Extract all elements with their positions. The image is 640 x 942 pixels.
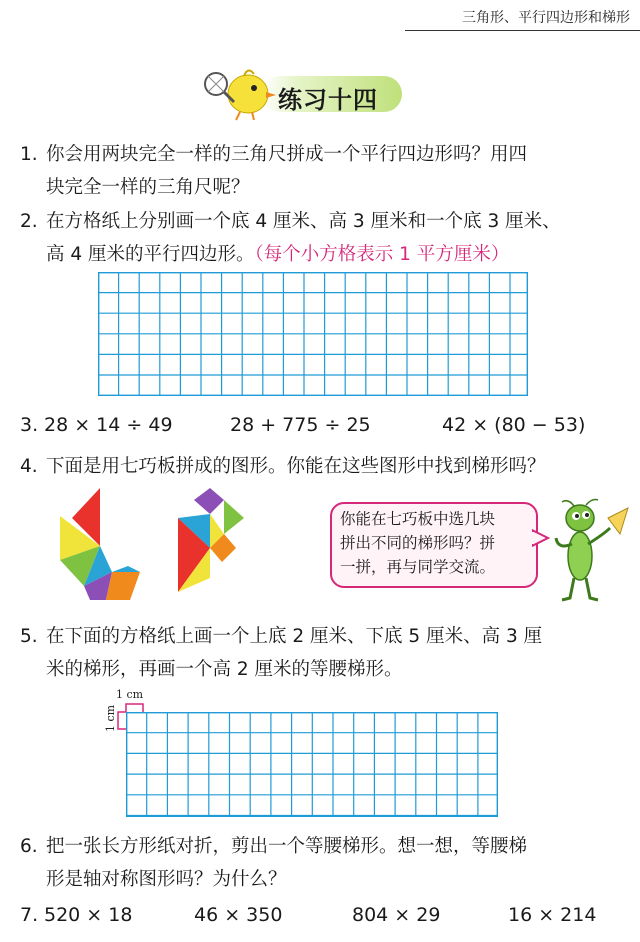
chapter-title: 三角形、平行四边形和梯形 — [462, 10, 630, 26]
question-6 — [20, 830, 527, 896]
question-number: 7. — [20, 904, 39, 926]
calc-item: 804 × 29 — [352, 904, 441, 926]
unit-label-horizontal: 1 cm — [116, 688, 144, 701]
calc-item: 46 × 350 — [194, 904, 283, 926]
chick-mascot-icon — [196, 62, 278, 122]
question-text: 你会用两块完全一样的三角尺拼成一个平行四边形吗？用四 — [46, 144, 528, 165]
bubble-line: 一拼，再与同学交流。 — [340, 558, 496, 576]
question-4 — [20, 450, 546, 483]
square-grid-paper — [98, 272, 528, 396]
bubble-text — [340, 507, 530, 579]
question-number: 2. — [20, 211, 38, 232]
calc-item: 28 × 14 ÷ 49 — [44, 414, 173, 436]
question-1 — [20, 138, 527, 204]
question-number: 6. — [20, 836, 38, 857]
calc-item: 520 × 18 — [44, 904, 133, 926]
page-title: 练习十四 — [278, 86, 378, 114]
calc-item: 16 × 214 — [508, 904, 597, 926]
question-number: 3. — [20, 414, 39, 436]
question-text: 下面是用七巧板拼成的图形。你能在这些图形中找到梯形吗？ — [46, 456, 546, 477]
calc-item: 42 × (80 − 53) — [442, 414, 586, 436]
question-text: 在下面的方格纸上画一个上底 2 厘米、下底 5 厘米、高 3 厘 — [46, 626, 543, 647]
calc-item: 28 + 775 ÷ 25 — [230, 414, 371, 436]
bubble-line: 你能在七巧板中选几块 — [340, 510, 496, 528]
question-2 — [20, 205, 561, 271]
question-text: 在方格纸上分别画一个底 4 厘米、高 3 厘米和一个底 3 厘米、 — [46, 211, 561, 232]
question-7 — [20, 904, 620, 930]
question-3 — [20, 414, 620, 440]
chapter-header — [405, 0, 640, 31]
question-text: 把一张长方形纸对折，剪出一个等腰梯形。想一想，等腰梯 — [46, 836, 528, 857]
grid-hint: （每个小方格表示 1 平方厘米） — [254, 244, 510, 265]
question-text: 高 4 厘米的平行四边形。 — [46, 244, 255, 265]
question-number: 5. — [20, 626, 38, 647]
bubble-line: 拼出不同的梯形吗？拼 — [340, 534, 496, 552]
square-grid-paper-2 — [126, 712, 498, 817]
question-number: 1. — [20, 144, 38, 165]
tangram-figures-illustration — [60, 488, 250, 600]
question-number: 4. — [20, 456, 38, 477]
question-5 — [20, 620, 542, 686]
question-text: 形是轴对称图形吗？为什么？ — [46, 869, 287, 890]
grasshopper-mascot-icon — [548, 498, 638, 602]
question-text: 米的梯形，再画一个高 2 厘米的等腰梯形。 — [46, 659, 403, 680]
unit-label-vertical: 1 cm — [104, 704, 117, 732]
question-text: 块完全一样的三角尺呢？ — [46, 177, 250, 198]
